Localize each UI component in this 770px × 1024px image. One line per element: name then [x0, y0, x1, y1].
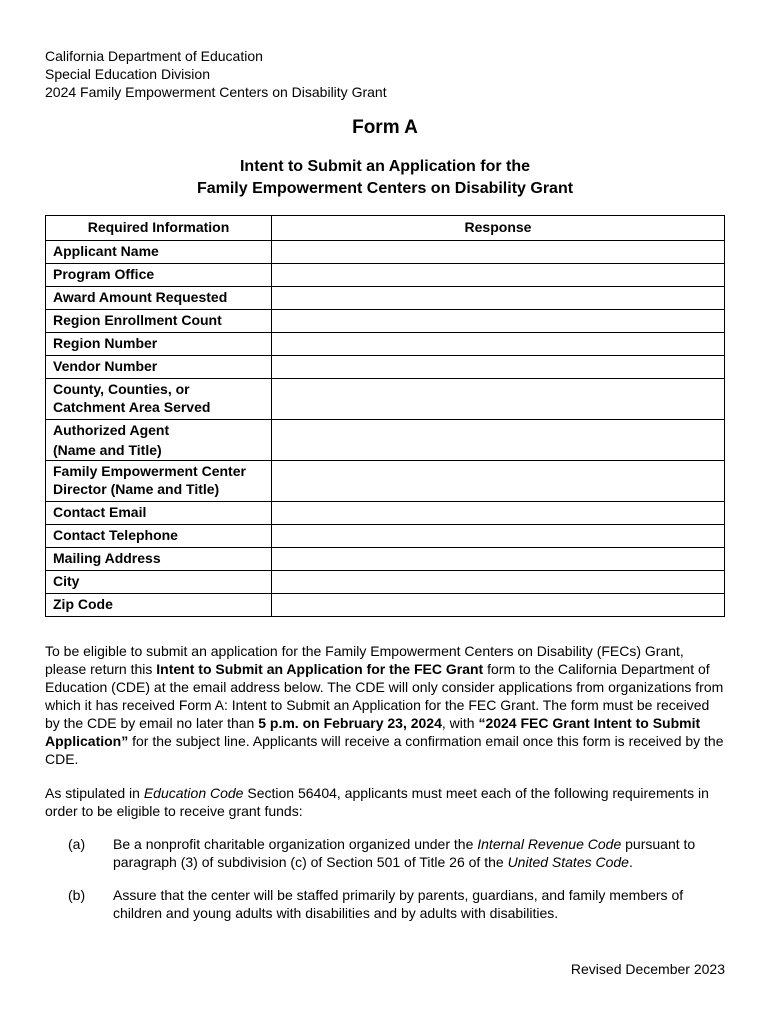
- response-field[interactable]: [272, 420, 725, 461]
- table-row: [46, 461, 725, 502]
- table-row: [46, 333, 725, 356]
- row-label: Region Number: [46, 333, 272, 356]
- requirement-text: Assure that the center will be staffed primarily by parents, guardians, and family members of children and young adults with disabilities and by adults with disabilities.: [113, 887, 684, 921]
- row-label: Contact Telephone: [46, 525, 272, 548]
- required-information-table: [45, 215, 725, 617]
- form-subtitle: [0, 156, 770, 200]
- row-label: Family Empowerment Center Director (Name and Title): [46, 461, 272, 502]
- requirement-label: (a): [68, 836, 86, 852]
- row-label: Program Office: [46, 264, 272, 287]
- response-field[interactable]: [272, 502, 725, 525]
- response-field[interactable]: [272, 310, 725, 333]
- document-header: [45, 47, 387, 101]
- header-response: Response: [272, 216, 725, 241]
- table-row: [46, 356, 725, 379]
- subtitle-line-2: Family Empowerment Centers on Disability Grant: [196, 180, 574, 197]
- row-label: Applicant Name: [46, 241, 272, 264]
- subtitle-line-1: Intent to Submit an Application for the: [239, 158, 531, 175]
- response-field[interactable]: [272, 287, 725, 310]
- row-label: Contact Email: [46, 502, 272, 525]
- table-row: [46, 420, 725, 461]
- table-row: [46, 241, 725, 264]
- table-row: [46, 264, 725, 287]
- table-row: [46, 502, 725, 525]
- table-header-row: [46, 216, 725, 241]
- submission-instructions: To be eligible to submit an application for the Family Empowerment Centers on Disability (FECs) Grant, please return this Intent to Submit an Application for the FEC Grant form to the California Department of Education (CDE) at the email address below. The CDE will only consider applications from organizations from which it has received Form A: Intent to Submit an Application for the FEC Grant. The form must be received by the CDE by email no later than 5 p.m. on February 23, 2024, with “2024 FEC Grant Intent to Submit Application” for the subject line. Applicants will receive a confirmation email once this form is received by the CDE.: [45, 643, 724, 767]
- response-field[interactable]: [272, 333, 725, 356]
- table-row: [46, 571, 725, 594]
- requirement-label: (b): [68, 887, 86, 903]
- table-row: [46, 548, 725, 571]
- header-required-information: Required Information: [46, 216, 272, 241]
- header-department: California Department of Education: [45, 48, 263, 64]
- eligibility-intro: As stipulated in Education Code Section 56404, applicants must meet each of the following requirements in order to be eligible to receive grant funds:: [45, 785, 709, 819]
- response-field[interactable]: [272, 548, 725, 571]
- table-row: [46, 525, 725, 548]
- row-label: Zip Code: [46, 594, 272, 617]
- response-field[interactable]: [272, 461, 725, 502]
- header-grant-name: 2024 Family Empowerment Centers on Disability Grant: [45, 84, 387, 100]
- response-field[interactable]: [272, 525, 725, 548]
- table-row: [46, 287, 725, 310]
- row-label: Vendor Number: [46, 356, 272, 379]
- table-row: [46, 379, 725, 420]
- response-field[interactable]: [272, 571, 725, 594]
- row-label: Award Amount Requested: [46, 287, 272, 310]
- row-label: County, Counties, or Catchment Area Served: [46, 379, 272, 420]
- row-label: Region Enrollment Count: [46, 310, 272, 333]
- response-field[interactable]: [272, 356, 725, 379]
- row-label: City: [46, 571, 272, 594]
- response-field[interactable]: [272, 264, 725, 287]
- response-field[interactable]: [272, 594, 725, 617]
- table-row: [46, 310, 725, 333]
- header-division: Special Education Division: [45, 66, 210, 82]
- response-field[interactable]: [272, 379, 725, 420]
- row-label: Mailing Address: [46, 548, 272, 571]
- revision-date: Revised December 2023: [570, 961, 725, 977]
- table-row: [46, 594, 725, 617]
- row-label: Authorized Agent (Name and Title): [46, 420, 272, 461]
- response-field[interactable]: [272, 241, 725, 264]
- requirement-text: Be a nonprofit charitable organization organized under the Internal Revenue Code pursuant to paragraph (3) of subdivision (c) of Section 501 of Title 26 of the United States Code.: [113, 836, 696, 870]
- form-title: Form A: [352, 117, 418, 138]
